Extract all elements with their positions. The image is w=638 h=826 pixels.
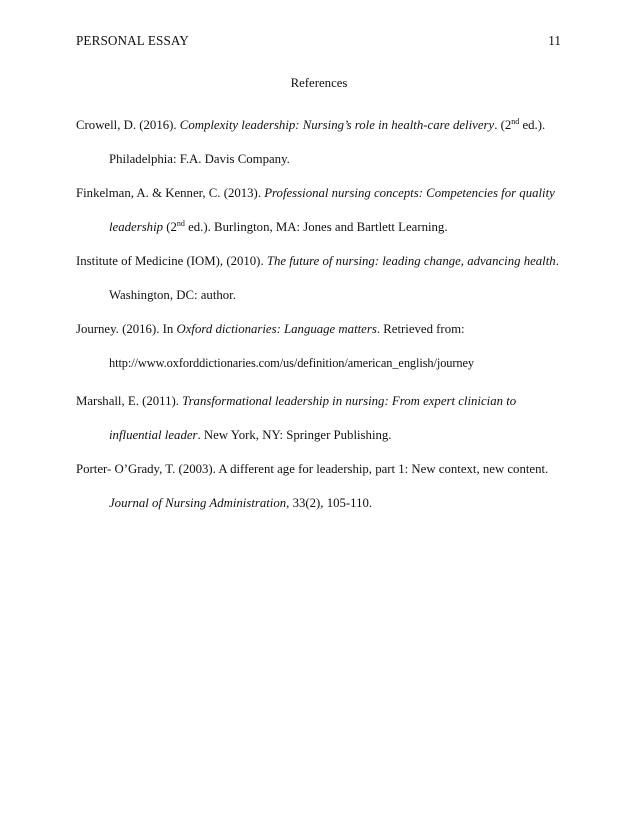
reference-text: . Retrieved from: [376, 322, 465, 336]
ordinal-superscript: nd [511, 117, 520, 126]
reference-author-date: Crowell, D. (2016). [76, 118, 180, 132]
reference-publisher: ed.). Burlington, MA: Jones and Bartlett Learning. [184, 220, 448, 234]
reference-volume-pages: 33(2), 105-110. [289, 496, 373, 510]
reference-author-date: Finkelman, A. & Kenner, C. (2013). [76, 186, 265, 200]
reference-text: . [555, 254, 559, 268]
reference-title: The future of nursing: leading change, advancing health [266, 254, 556, 268]
reference-journey [76, 312, 566, 378]
running-head: PERSONAL ESSAY [76, 33, 189, 48]
reference-journal-title: Journal of Nursing Administration, [109, 496, 290, 510]
reference-line [76, 452, 566, 486]
reference-porter-ogrady [76, 452, 566, 518]
reference-title: Complexity leadership: Nursing’s role in health-care delivery [179, 118, 495, 132]
reference-line-indented [76, 418, 566, 450]
references-heading: References [290, 76, 348, 90]
reference-line [76, 312, 566, 346]
reference-line-indented [76, 486, 566, 518]
reference-line [76, 384, 566, 418]
reference-author-date: Marshall, E. (2011). [76, 394, 183, 408]
reference-publisher: Philadelphia: F.A. Davis Company. [109, 152, 290, 166]
reference-url: http://www.oxforddictionaries.com/us/definition/american_english/journey [109, 356, 475, 370]
reference-marshall [76, 384, 566, 450]
reference-author-date: Institute of Medicine (IOM), (2010). [76, 254, 267, 268]
reference-text: ed.). [519, 118, 546, 132]
reference-list [76, 108, 566, 518]
reference-author-date: Porter- O’Grady, T. (2003). A different age for leadership, part 1: New context, new content. [76, 462, 549, 476]
reference-line [76, 244, 566, 278]
reference-line-indented [76, 210, 566, 242]
reference-text: (2 [163, 220, 177, 234]
reference-line-indented [76, 346, 566, 378]
reference-title: Professional nursing concepts: Competencies for quality [264, 186, 555, 200]
reference-line [76, 176, 566, 210]
reference-publisher: . New York, NY: Springer Publishing. [197, 428, 392, 442]
reference-title-continued: leadership [109, 220, 164, 234]
reference-publisher: Washington, DC: author. [109, 288, 236, 302]
reference-line [76, 108, 566, 142]
reference-finkelman [76, 176, 566, 242]
reference-iom [76, 244, 566, 310]
reference-text: . (2 [494, 118, 512, 132]
reference-title: Oxford dictionaries: Language matters [176, 322, 377, 336]
reference-title: Transformational leadership in nursing: From expert clinician to [182, 394, 517, 408]
reference-author-date: Journey. (2016). In [76, 322, 177, 336]
ordinal-superscript: nd [176, 219, 185, 228]
reference-crowell [76, 108, 566, 174]
reference-line-indented [76, 142, 566, 174]
page-number: 11 [548, 33, 561, 48]
reference-title-continued: influential leader [109, 428, 198, 442]
reference-line-indented [76, 278, 566, 310]
